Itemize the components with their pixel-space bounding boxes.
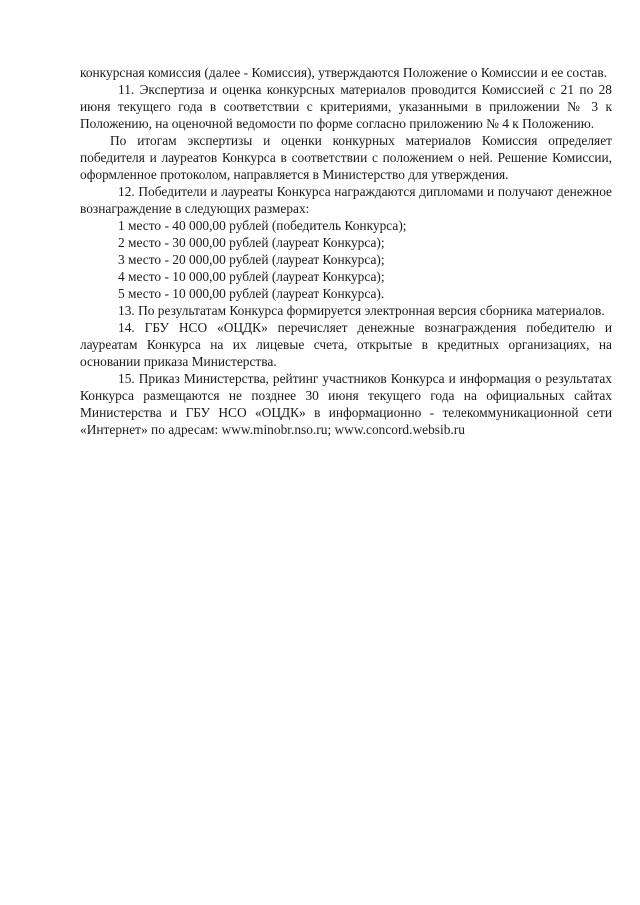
document-page	[80, 64, 612, 438]
prize-item-1: 1 место - 40 000,00 рублей (победитель Конкурса);	[118, 218, 407, 233]
paragraph-results: По итогам экспертизы и оценки конкурных материалов Комиссия определяет победителя и лауреатов Конкурса в соответствии с положением о ней. Решение Комиссии, оформленное протоколом, направляется в Министерство для утверждения.	[80, 133, 612, 182]
paragraph-15-publication: 15. Приказ Министерства, рейтинг участников Конкурса и информация о результатах Конкурса размещаются не позднее 30 июня текущего года на официальных сайтах Министерства и ГБУ НСО «ОЦДК» в информационно - телекоммуникационной сети «Интернет» по адресам: www.minobr.nso.ru; www.concord.websib.ru	[80, 371, 612, 437]
paragraph-12-awards: 12. Победители и лауреаты Конкурса награждаются дипломами и получают денежное вознаграждение в следующих размерах:	[80, 184, 612, 216]
prize-list	[80, 217, 612, 302]
paragraph-14-payments: 14. ГБУ НСО «ОЦДК» перечисляет денежные вознаграждения победителю и лауреатам Конкурса на их лицевые счета, открытые в кредитных организациях, на основании приказа Министерства.	[80, 320, 612, 369]
paragraph-11-expertise: 11. Экспертиза и оценка конкурсных материалов проводится Комиссией с 21 по 28 июня текущего года в соответствии с критериями, указанными в приложении № 3 к Положению, на оценочной ведомости по форме согласно приложению № 4 к Положению.	[80, 82, 612, 131]
paragraph-commission-continued: конкурсная комиссия (далее - Комиссия), утверждаются Положение о Комиссии и ее состав.	[80, 65, 608, 80]
prize-item-3: 3 место - 20 000,00 рублей (лауреат Конкурса);	[118, 252, 385, 267]
paragraph-13-collection: 13. По результатам Конкурса формируется электронная версия сборника материалов.	[118, 303, 605, 318]
prize-item-5: 5 место - 10 000,00 рублей (лауреат Конкурса).	[118, 286, 385, 301]
prize-item-4: 4 место - 10 000,00 рублей (лауреат Конкурса);	[118, 269, 385, 284]
prize-item-2: 2 место - 30 000,00 рублей (лауреат Конкурса);	[118, 235, 385, 250]
